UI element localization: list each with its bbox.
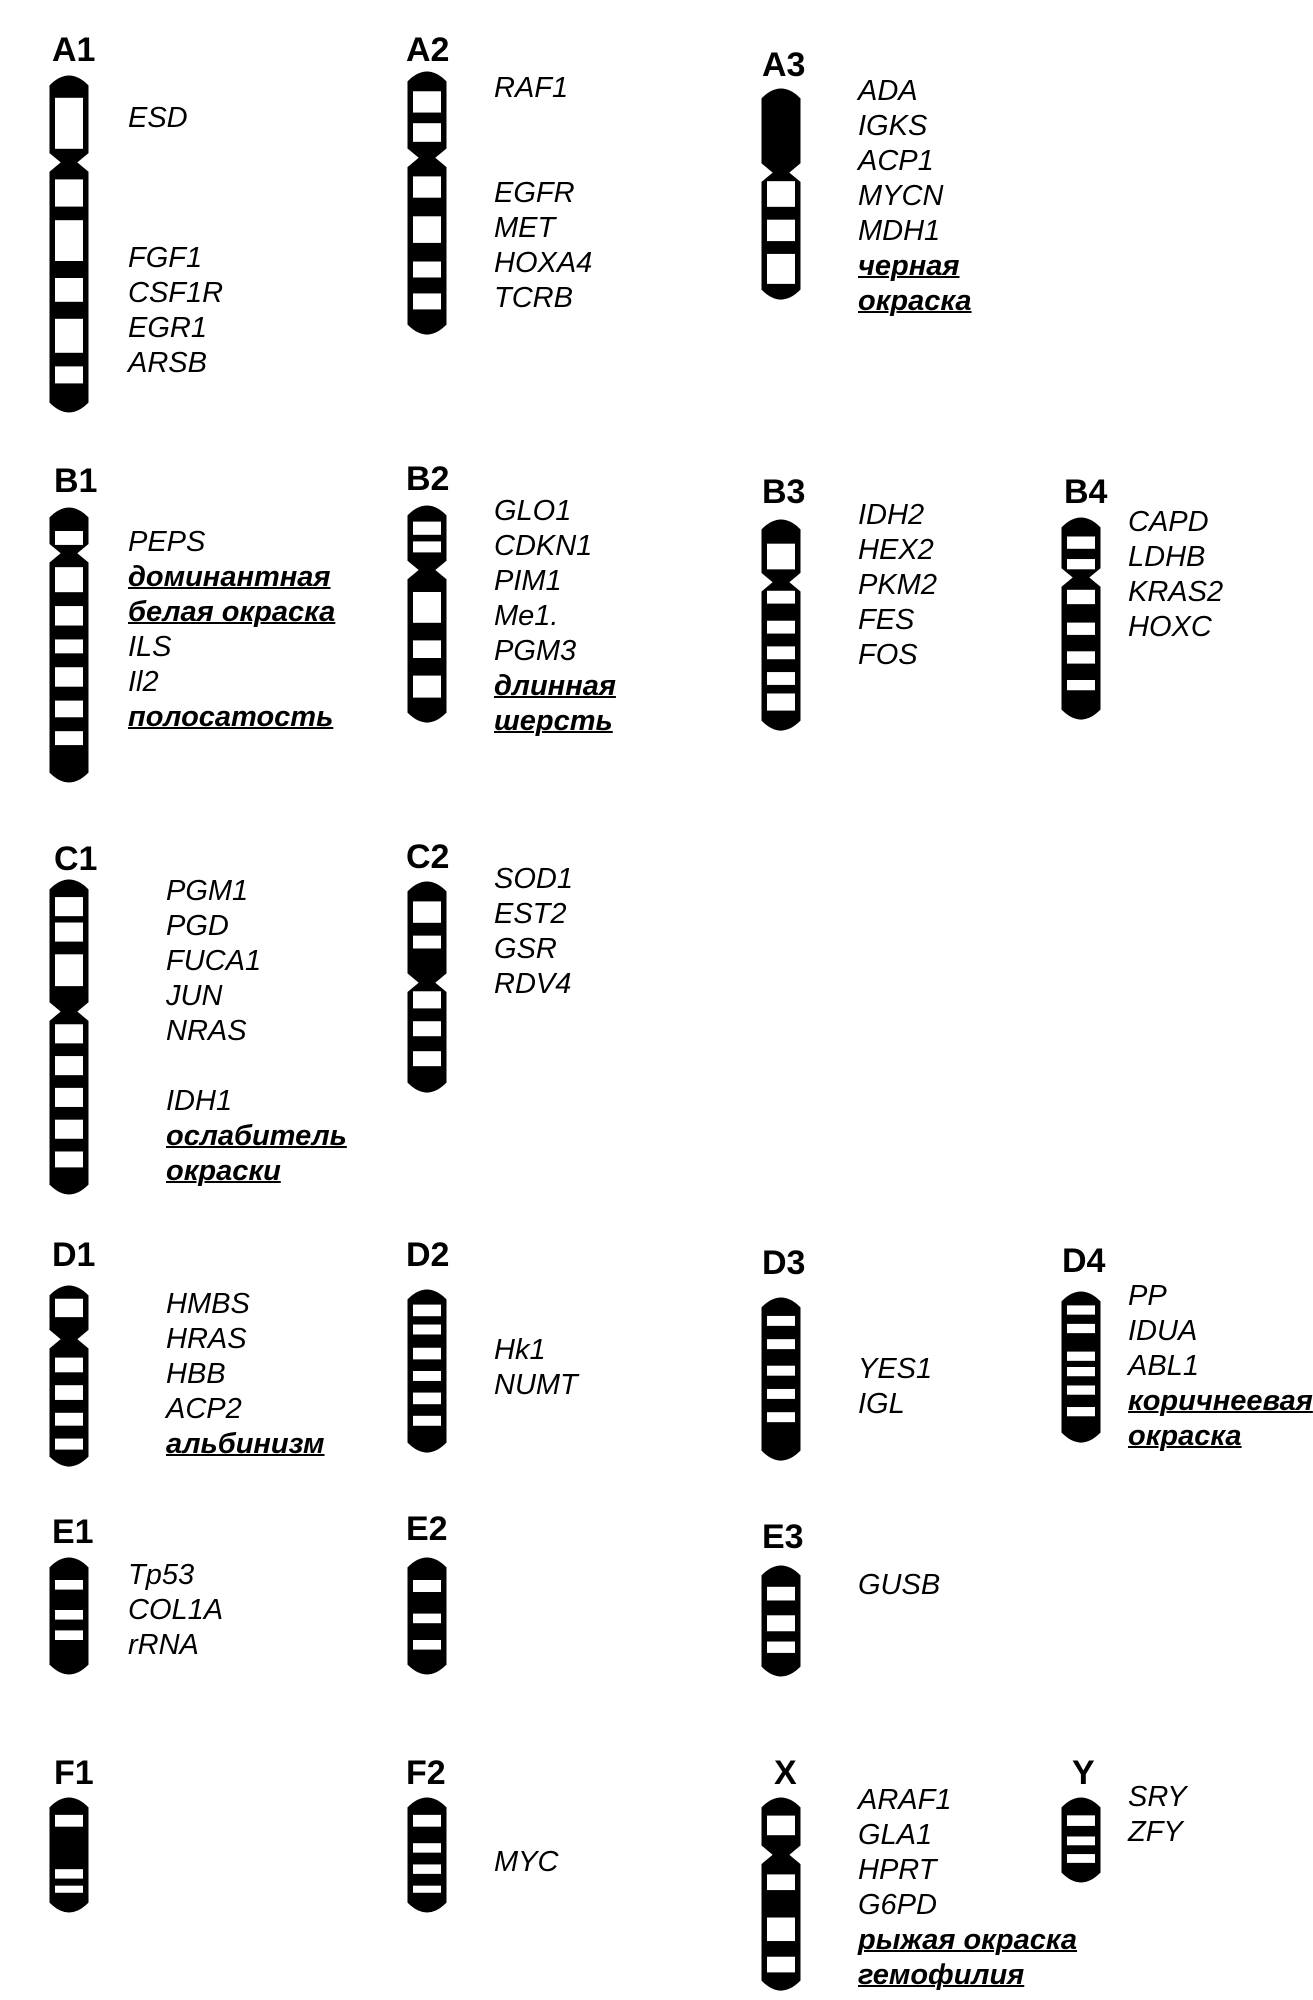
chromosome-d1	[46, 1284, 92, 1468]
chromosome-label-x: X	[774, 1754, 797, 1792]
chromosome-b3	[758, 518, 804, 732]
gene-list-d2	[494, 1333, 578, 1403]
chromosome-band	[1067, 1407, 1095, 1416]
chromosome-band	[767, 1957, 795, 1973]
chromosome-band	[55, 1886, 83, 1893]
chromosome-band	[55, 1151, 83, 1167]
gene-label: FUCA1	[166, 945, 262, 977]
gene-label: ARSB	[128, 347, 207, 379]
chromosome-band	[55, 1869, 83, 1878]
gene-label: ACP1	[858, 145, 934, 177]
chromosome-band	[413, 541, 441, 552]
chromosome-band	[55, 1630, 83, 1640]
gene-label: GSR	[494, 933, 557, 965]
chromosome-band	[55, 701, 83, 718]
chromosome-label-b1: B1	[54, 462, 98, 500]
gene-label: MYC	[494, 1846, 559, 1878]
gene-label	[166, 1049, 347, 1084]
chromosome-band	[55, 897, 83, 916]
chromosome-band	[55, 1056, 83, 1075]
gene-label: EST2	[494, 898, 567, 930]
trait-label: окраска	[858, 285, 972, 317]
gene-label: HRAS	[166, 1323, 247, 1355]
trait-label: черная	[858, 250, 960, 282]
chromosome-label-b4: B4	[1064, 473, 1108, 511]
gene-label: CSF1R	[128, 277, 224, 309]
chromosome-band	[55, 1299, 83, 1317]
gene-label: HMBS	[166, 1288, 250, 1320]
chromosome-band	[767, 1615, 795, 1631]
gene-label: PKM2	[858, 569, 937, 601]
chromosome-band	[1067, 680, 1095, 690]
gene-label	[128, 206, 223, 241]
gene-label: IGKS	[858, 110, 928, 142]
chromosome-band	[55, 1610, 83, 1620]
gene-label: PGM1	[166, 875, 249, 907]
gene-label: Tp53	[128, 1559, 195, 1591]
trait-label: белая окраска	[128, 596, 336, 628]
chromosome-band	[1067, 1352, 1095, 1361]
chromosome-band	[767, 1339, 795, 1349]
chromosome-b4	[1058, 516, 1104, 721]
chromosome-band	[413, 522, 441, 535]
chromosome-band	[413, 1371, 441, 1381]
chromosome-band	[413, 1815, 441, 1827]
chromosome-band	[413, 1393, 441, 1405]
chromosome-band	[55, 954, 83, 986]
chromosome-band	[1067, 1815, 1095, 1826]
gene-label: NUMT	[494, 1369, 578, 1401]
trait-label: доминантная	[128, 561, 331, 593]
chromosome-label-e3: E3	[762, 1518, 804, 1556]
chromosome-band	[55, 606, 83, 625]
chromosome-band	[413, 936, 441, 949]
chromosome-band	[767, 1366, 795, 1376]
gene-list-y	[1128, 1780, 1187, 1850]
gene-list-d1	[166, 1287, 325, 1462]
chromosome-band	[413, 1305, 441, 1317]
gene-label: MET	[494, 212, 556, 244]
gene-label	[494, 141, 592, 176]
gene-label: JUN	[166, 980, 223, 1012]
chromosome-d2	[404, 1288, 450, 1454]
chromosome-band	[55, 1439, 83, 1450]
gene-label: PGM3	[494, 635, 577, 667]
chromosome-band	[413, 262, 441, 278]
trait-label: длинная	[494, 670, 616, 702]
gene-list-c1	[166, 874, 347, 1189]
chromosome-e3	[758, 1564, 804, 1678]
chromosome-band	[55, 1120, 83, 1139]
gene-label	[494, 106, 592, 141]
chromosome-a2	[404, 70, 450, 336]
chromosome-c2	[404, 880, 450, 1094]
chromosome-band	[767, 693, 795, 710]
chromosome-band	[413, 1843, 441, 1852]
gene-label: FOS	[858, 639, 918, 671]
gene-label: ILS	[128, 631, 172, 663]
gene-label: HBB	[166, 1358, 226, 1390]
gene-label: FES	[858, 604, 915, 636]
gene-label: YES1	[858, 1353, 933, 1385]
chromosome-band	[413, 91, 441, 112]
chromosome-label-b2: B2	[406, 460, 450, 498]
chromosome-label-c1: C1	[54, 840, 98, 878]
gene-label	[128, 171, 223, 206]
chromosome-band	[413, 293, 441, 309]
chromosome-band	[1067, 1305, 1095, 1314]
gene-label: EGFR	[494, 177, 575, 209]
chromosome-e2	[404, 1556, 450, 1676]
chromosome-band	[55, 1024, 83, 1043]
chromosome-band	[767, 1816, 795, 1836]
chromosome-a1	[46, 74, 92, 414]
chromosome-band	[413, 176, 441, 197]
gene-label: NRAS	[166, 1015, 247, 1047]
chromosome-band	[767, 672, 795, 685]
gene-label: FGF1	[128, 242, 203, 274]
chromosome-band	[1067, 559, 1095, 569]
chromosome-d4	[1058, 1290, 1104, 1444]
chromosome-band	[55, 1385, 83, 1400]
gene-label: TCRB	[494, 282, 573, 314]
chromosome-band	[413, 1614, 441, 1624]
chromosome-label-d2: D2	[406, 1236, 450, 1274]
chromosome-band	[413, 1325, 441, 1335]
gene-label: ARAF1	[858, 1784, 952, 1816]
gene-list-e1	[128, 1558, 223, 1663]
gene-label: HOXC	[1128, 611, 1212, 643]
chromosome-band	[767, 1874, 795, 1890]
chromosome-band	[767, 1918, 795, 1942]
chromosome-band	[767, 591, 795, 604]
chromosome-band	[55, 1815, 83, 1827]
gene-label: rRNA	[128, 1629, 199, 1661]
chromosome-band	[1067, 623, 1095, 635]
chromosome-a3	[758, 87, 804, 301]
chromosome-band	[1067, 1854, 1095, 1863]
gene-label: HEX2	[858, 534, 934, 566]
chromosome-label-e2: E2	[406, 1510, 448, 1548]
trait-label: окраска	[1128, 1420, 1242, 1452]
chromosome-band	[413, 1886, 441, 1893]
chromosome-band	[767, 254, 795, 284]
chromosome-band	[55, 1088, 83, 1107]
gene-label: ABL1	[1128, 1350, 1199, 1382]
gene-label: PEPS	[128, 526, 206, 558]
chromosome-b1	[46, 506, 92, 784]
chromosome-band	[55, 639, 83, 653]
gene-label: IDH2	[858, 499, 925, 531]
trait-label: полосатость	[128, 701, 334, 733]
chromosome-band	[1067, 1385, 1095, 1394]
chromosome-label-b3: B3	[762, 473, 806, 511]
gene-label	[128, 136, 223, 171]
chromosome-band	[413, 640, 441, 658]
gene-label: IGL	[858, 1388, 905, 1420]
gene-list-b4	[1128, 505, 1223, 645]
chromosome-band	[55, 1580, 83, 1590]
chromosome-band	[1067, 651, 1095, 663]
chromosome-y	[1058, 1796, 1104, 1884]
gene-label: MYCN	[858, 180, 944, 212]
chromosome-band	[767, 544, 795, 570]
gene-label: LDHB	[1128, 541, 1206, 573]
chromosome-band	[1067, 1836, 1095, 1845]
chromosome-band	[767, 621, 795, 634]
chromosome-band	[767, 1316, 795, 1326]
chromosome-label-d1: D1	[52, 1236, 96, 1274]
gene-list-a3	[858, 74, 972, 319]
chromosome-x	[758, 1796, 804, 1992]
chromosome-band	[55, 179, 83, 206]
gene-list-d3	[858, 1352, 932, 1422]
gene-label: PGD	[166, 910, 229, 942]
gene-label: Me1.	[494, 600, 559, 632]
gene-label: Il2	[128, 666, 159, 698]
gene-list-d4	[1128, 1279, 1313, 1454]
chromosome-label-d4: D4	[1062, 1242, 1106, 1280]
chromosome-band	[55, 667, 83, 686]
gene-list-b1	[128, 525, 335, 735]
chromosome-band	[767, 1389, 795, 1399]
chromosome-b2	[404, 504, 450, 724]
chromosome-label-e1: E1	[52, 1513, 94, 1551]
gene-label: GLA1	[858, 1819, 933, 1851]
trait-label: шерсть	[494, 705, 613, 737]
chromosome-band	[413, 1021, 441, 1036]
gene-label: SRY	[1128, 1781, 1187, 1813]
trait-label: рыжая окраска	[858, 1924, 1078, 1956]
chromosome-band	[767, 220, 795, 241]
chromosome-band	[1067, 537, 1095, 549]
chromosome-label-y: Y	[1072, 1754, 1095, 1792]
gene-label: CAPD	[1128, 506, 1209, 538]
chromosome-f1	[46, 1796, 92, 1914]
gene-label: PP	[1128, 1280, 1167, 1312]
gene-list-e3	[858, 1568, 940, 1603]
chromosome-band	[55, 731, 83, 745]
chromosome-band	[55, 319, 83, 353]
gene-label: PIM1	[494, 565, 562, 597]
gene-label: CDKN1	[494, 530, 593, 562]
gene-list-b3	[858, 498, 937, 673]
chromosome-band	[413, 1051, 441, 1066]
chromosome-band	[413, 991, 441, 1008]
chromosome-band	[55, 366, 83, 383]
gene-label: ESD	[128, 102, 188, 134]
chromosome-band	[767, 1642, 795, 1653]
chromosome-band	[767, 646, 795, 659]
trait-label: альбинизм	[166, 1428, 325, 1460]
gene-label: HOXA4	[494, 247, 593, 279]
chromosome-label-c2: C2	[406, 838, 450, 876]
gene-label: SOD1	[494, 863, 573, 895]
chromosome-band	[55, 1413, 83, 1426]
gene-label: ZFY	[1128, 1816, 1183, 1848]
chromosome-band	[55, 531, 83, 545]
chromosome-band	[55, 278, 83, 302]
gene-label: COL1A	[128, 1594, 224, 1626]
chromosome-band	[413, 216, 441, 243]
gene-label: GUSB	[858, 1569, 941, 1601]
chromosome-label-d3: D3	[762, 1244, 806, 1282]
chromosome-d3	[758, 1296, 804, 1462]
chromosome-label-a3: A3	[762, 46, 806, 84]
gene-list-c2	[494, 862, 573, 1002]
gene-label: Hk1	[494, 1334, 546, 1366]
gene-label: GLO1	[494, 495, 572, 527]
gene-list-a2	[494, 71, 592, 316]
chromosome-band	[55, 923, 83, 942]
gene-label: IDUA	[1128, 1315, 1198, 1347]
chromosome-band	[767, 1412, 795, 1422]
chromosome-band	[413, 901, 441, 922]
gene-label: KRAS2	[1128, 576, 1224, 608]
gene-label: IDH1	[166, 1085, 233, 1117]
chromosome-band	[413, 1640, 441, 1650]
chromosome-band	[1067, 1324, 1095, 1333]
gene-list-b2	[494, 494, 616, 739]
gene-label: RAF1	[494, 72, 569, 104]
chromosome-band	[413, 123, 441, 142]
gene-label: ADA	[858, 75, 918, 107]
chromosome-band	[413, 1580, 441, 1592]
chromosome-band	[413, 1416, 441, 1426]
gene-list-a1	[128, 101, 223, 381]
chromosome-band	[1067, 1367, 1095, 1376]
chromosome-c1	[46, 878, 92, 1196]
gene-label: RDV4	[494, 968, 572, 1000]
chromosome-label-f2: F2	[406, 1754, 446, 1792]
chromosome-band	[55, 220, 83, 261]
chromosome-e1	[46, 1556, 92, 1676]
gene-label: G6PD	[858, 1889, 937, 1921]
chromosome-band	[55, 1358, 83, 1373]
trait-label: гемофилия	[858, 1959, 1025, 1991]
trait-label: ослабитель	[166, 1120, 347, 1152]
gene-label: EGR1	[128, 312, 207, 344]
gene-label: HPRT	[858, 1854, 937, 1886]
chromosome-band	[413, 1348, 441, 1360]
chromosome-band	[55, 128, 83, 148]
chromosome-band	[1067, 590, 1095, 604]
gene-label: ACP2	[166, 1393, 242, 1425]
chromosome-f2	[404, 1796, 450, 1914]
chromosome-band	[413, 1864, 441, 1873]
chromosome-band	[413, 676, 441, 698]
chromosome-band	[767, 1587, 795, 1601]
trait-label: окраски	[166, 1155, 281, 1187]
gene-label: MDH1	[858, 215, 941, 247]
chromosome-band	[767, 181, 795, 207]
chromosome-band	[413, 592, 441, 623]
gene-list-f2	[494, 1845, 558, 1880]
gene-list-x	[858, 1783, 1077, 1993]
chromosome-label-a2: A2	[406, 31, 450, 69]
chromosome-label-a1: A1	[52, 31, 96, 69]
chromosome-band	[55, 567, 83, 592]
trait-label: коричнеевая	[1128, 1385, 1313, 1417]
chromosome-label-f1: F1	[54, 1754, 94, 1792]
